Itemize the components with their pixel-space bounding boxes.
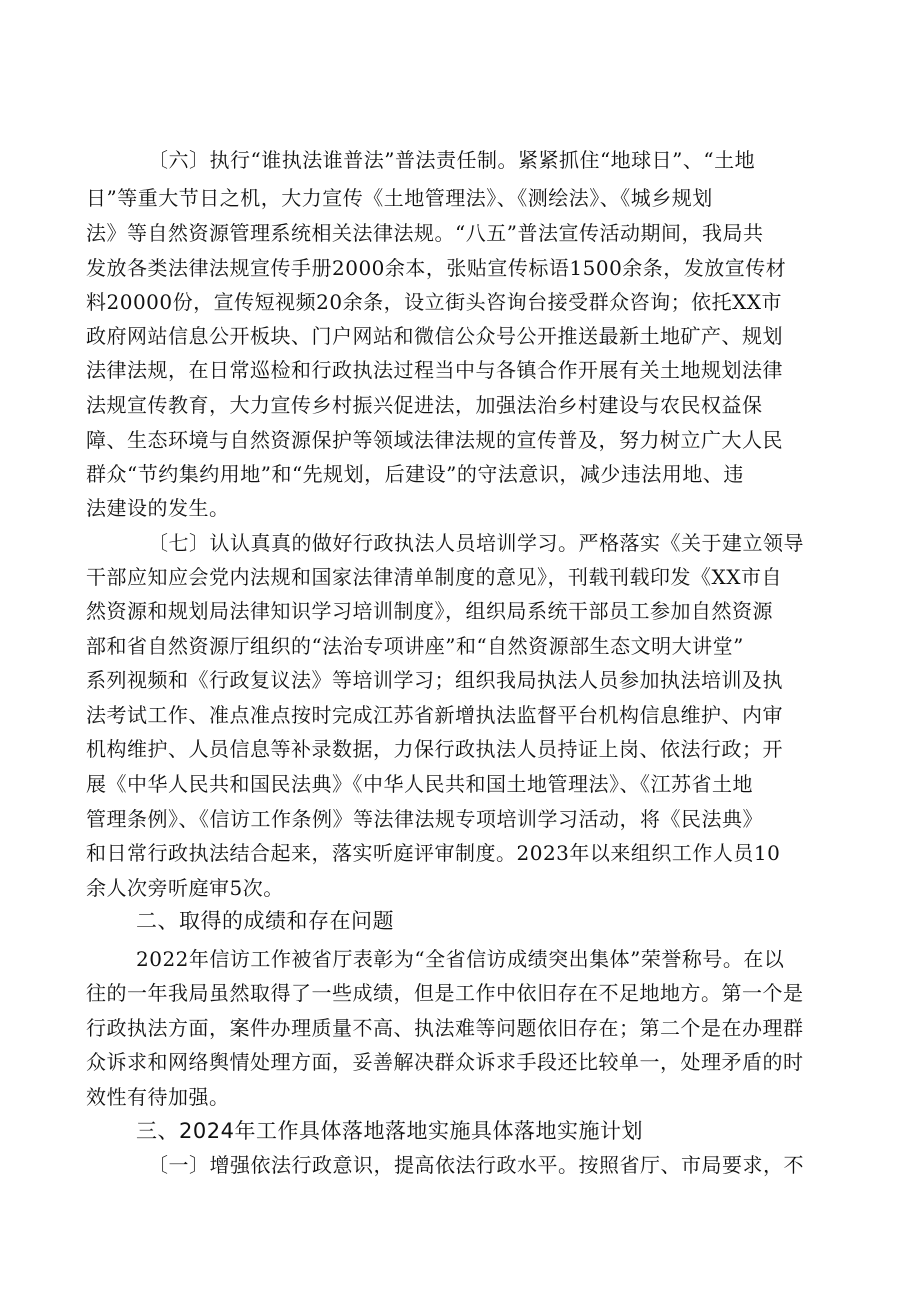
paragraph-line: 2022年信访工作被省厅表彰为“全省信访成绩突出集体”荣誉称号。在以 [136, 947, 785, 971]
section-heading: 三、2024年工作具体落地落地实施具体落地实施计划 [136, 1119, 643, 1143]
paragraph-line: 〔一〕增强依法行政意识，提高依法行政水平。按照省厅、市局要求，不 [148, 1153, 804, 1177]
paragraph-line: 余人次旁听庭审5次。 [86, 876, 284, 900]
paragraph-line: 往的一年我局虽然取得了一些成绩，但是工作中依旧存在不足地地方。第一个是 [86, 981, 804, 1005]
paragraph-line: 发放各类法律法规宣传手册2000余本，张贴宣传标语1500余条，发放宣传材 [86, 256, 787, 280]
paragraph-line: 政府网站信息公开板块、门户网站和微信公众号公开推送最新土地矿产、规划 [86, 324, 783, 348]
paragraph-line: 然资源和规划局法律知识学习培训制度》，组织局系统干部员工参加自然资源 [86, 599, 773, 623]
paragraph-line: 系列视频和《行政复议法》等培训学习；组织我局执法人员参加执法培训及执 [86, 668, 783, 692]
paragraph-line: 众诉求和网络舆情处理方面，妥善解决群众诉求手段还比较单一，处理矛盾的时 [86, 1050, 804, 1074]
paragraph-line: 管理条例》、《信访工作条例》等法律法规专项培训学习活动，将《民法典》 [86, 807, 763, 831]
paragraph-line: 法》等自然资源管理系统相关法律法规。“八五”普法宣传活动期间，我局共 [86, 221, 764, 245]
paragraph-line: 部和省自然资源厅组织的“法治专项讲座”和“自然资源部生态文明大讲堂” [86, 634, 744, 658]
paragraph-line: 日”等重大节日之机，大力宣传《土地管理法》、《测绘法》、《城乡规划 [86, 186, 713, 210]
paragraph-line: 法考试工作、准点准点按时完成江苏省新增执法监督平台机构信息维护、内审 [86, 703, 783, 727]
paragraph-line: 〔六〕执行“谁执法谁普法”普法责任制。紧紧抓住“地球日”、“土地 [148, 148, 756, 172]
section-heading: 二、取得的成绩和存在问题 [136, 909, 394, 933]
paragraph-line: 障、生态环境与自然资源保护等领域法律法规的宣传普及，努力树立广大人民 [86, 428, 783, 452]
paragraph-line: 机构维护、人员信息等补录数据，力保行政执法人员持证上岗、依法行政；开 [86, 737, 783, 761]
paragraph-line: 法规宣传教育，大力宣传乡村振兴促进法，加强法治乡村建设与农民权益保 [86, 393, 763, 417]
paragraph-line: 〔七〕认认真真的做好行政执法人员培训学习。严格落实《关于建立领导 [148, 531, 804, 555]
paragraph-line: 干部应知应会党内法规和国家法律清单制度的意见》，刊载刊载印发《XX市自 [86, 565, 782, 589]
paragraph-line: 法建设的发生。 [86, 496, 230, 520]
paragraph-line: 行政执法方面，案件办理质量不高、执法难等问题依旧存在；第二个是在办理群 [86, 1016, 804, 1040]
paragraph-line: 群众“节约集约用地”和“先规划，后建设”的守法意识，减少违法用地、违 [86, 462, 744, 486]
paragraph-line: 和日常行政执法结合起来，落实听庭评审制度。2023年以来组织工作人员10 [86, 841, 781, 865]
paragraph-line: 展《中华人民共和国民法典》《中华人民共和国土地管理法》、《江苏省土地 [86, 772, 753, 796]
paragraph-line: 效性有待加强。 [86, 1085, 230, 1109]
paragraph-line: 料20000份，宣传短视频20余条，设立街头咨询台接受群众咨询；依托XX市 [86, 290, 783, 314]
paragraph-line: 法律法规，在日常巡检和行政执法过程当中与各镇合作开展有关土地规划法律 [86, 358, 783, 382]
